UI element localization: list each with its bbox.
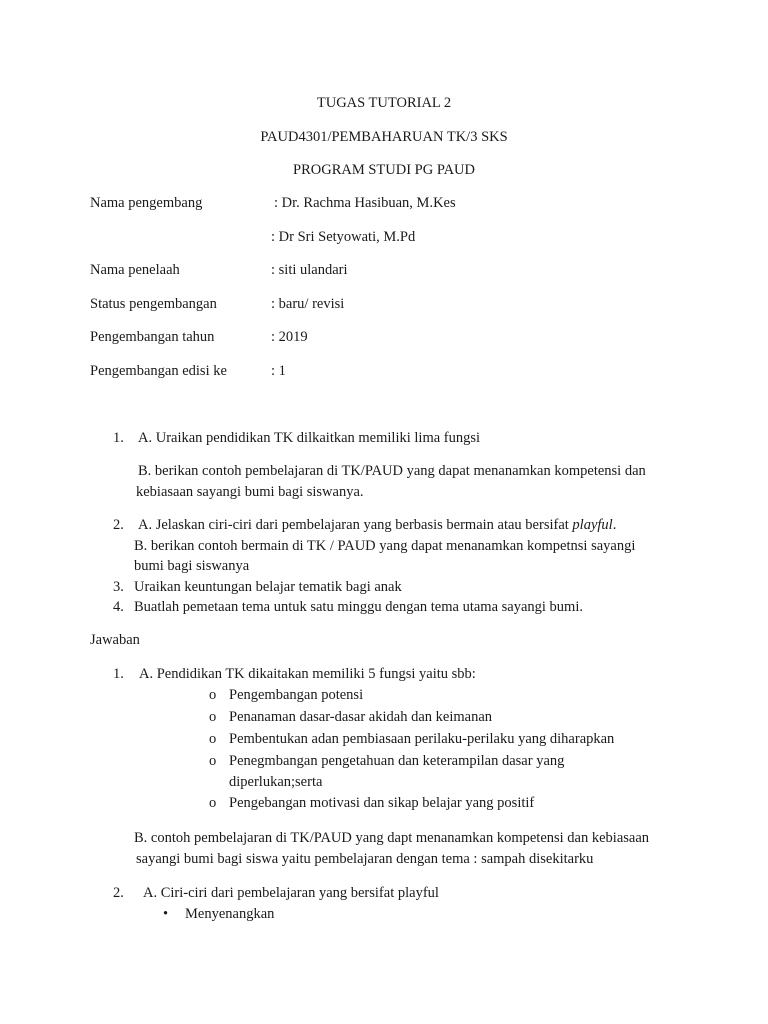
- circle-bullet: o: [209, 753, 217, 769]
- question-2b-line: B. berikan contoh bermain di TK / PAUD yang dapat menanamkan kompetnsi sayangi: [134, 538, 636, 554]
- function-item: Pengebangan motivasi dan sikap belajar yang positif: [229, 795, 535, 811]
- circle-bullet: o: [209, 731, 217, 747]
- question-2a-end: .: [612, 517, 617, 533]
- info-value: : Dr. Rachma Hasibuan, M.Kes: [274, 195, 456, 211]
- info-label: Nama penelaah: [90, 262, 180, 278]
- playful-trait-item: Menyenangkan: [185, 906, 275, 922]
- function-item: Pengembangan potensi: [229, 687, 364, 703]
- list-number: 1.: [113, 666, 124, 682]
- info-label: Nama pengembang: [90, 195, 203, 211]
- list-number: 2.: [113, 885, 124, 901]
- answer-1b-line: sayangi bumi bagi siswa yaitu pembelajaran dengan tema : sampah disekitarku: [136, 851, 594, 867]
- list-number: 1.: [113, 430, 124, 446]
- program-name: PROGRAM STUDI PG PAUD: [293, 162, 475, 178]
- info-value: : 2019: [271, 329, 308, 345]
- question-1b-line: B. berikan contoh pembelajaran di TK/PAUD yang dapat menanamkan kompetensi dan: [138, 463, 646, 479]
- question-1a: A. Uraikan pendidikan TK dilkaitkan memiliki lima fungsi: [138, 430, 481, 446]
- info-value: : baru/ revisi: [271, 296, 345, 312]
- info-label: Pengembangan edisi ke: [90, 363, 227, 379]
- function-item: Pembentukan adan pembiasaan perilaku-perilaku yang diharapkan: [229, 731, 615, 747]
- circle-bullet: o: [209, 709, 217, 725]
- italic-term: playful: [572, 517, 613, 533]
- question-3: Uraikan keuntungan belajar tematik bagi anak: [134, 579, 402, 595]
- question-2a: [138, 515, 616, 535]
- circle-bullet: o: [209, 795, 217, 811]
- document-title: TUGAS TUTORIAL 2: [316, 95, 452, 111]
- answer-1b-line: B. contoh pembelajaran di TK/PAUD yang dapt menanamkan kompetensi dan kebiasaan: [134, 830, 650, 846]
- info-label: Status pengembangan: [90, 296, 217, 312]
- list-number: 2.: [113, 517, 124, 533]
- info-value: : siti ulandari: [271, 262, 348, 278]
- question-2b-line: bumi bagi siswanya: [134, 558, 250, 574]
- function-item: Penegmbangan pengetahuan dan keterampilan dasar yang: [229, 753, 565, 769]
- answer-heading: Jawaban: [90, 632, 140, 648]
- list-number: 3.: [113, 579, 124, 595]
- info-value: : Dr Sri Setyowati, M.Pd: [271, 229, 416, 245]
- question-2a-text: A. Jelaskan ciri-ciri dari pembelajaran yang berbasis bermain atau bersifat: [138, 517, 573, 533]
- answer-1a: A. Pendidikan TK dikaitakan memiliki 5 fungsi yaitu sbb:: [139, 666, 476, 682]
- question-4: Buatlah pemetaan tema untuk satu minggu dengan tema utama sayangi bumi.: [134, 599, 583, 615]
- info-label: Pengembangan tahun: [90, 329, 215, 345]
- info-value: : 1: [271, 363, 286, 379]
- function-item: Penanaman dasar-dasar akidah dan keimanan: [229, 709, 493, 725]
- function-item-continued: diperlukan;serta: [229, 774, 323, 790]
- question-1b-line: kebiasaan sayangi bumi bagi siswanya.: [136, 484, 364, 500]
- list-number: 4.: [113, 599, 124, 615]
- course-code: PAUD4301/PEMBAHARUAN TK/3 SKS: [260, 129, 508, 145]
- circle-bullet: o: [209, 687, 217, 703]
- answer-2a: A. Ciri-ciri dari pembelajaran yang bersifat playful: [143, 885, 439, 901]
- disc-bullet: •: [163, 906, 169, 922]
